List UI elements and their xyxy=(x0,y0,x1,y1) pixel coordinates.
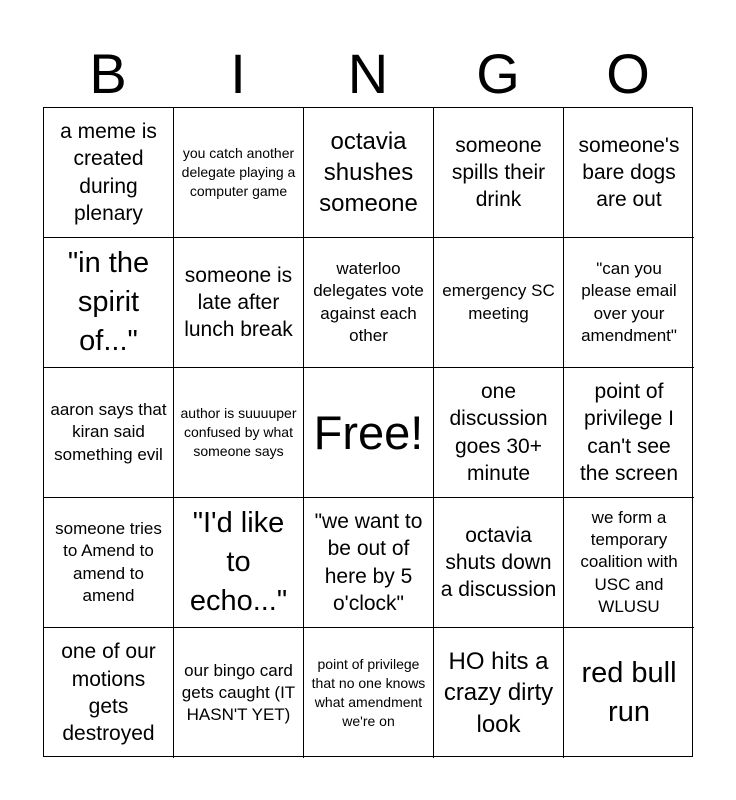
bingo-cell[interactable] xyxy=(304,628,434,758)
cell-text: "can you please email over your amendment" xyxy=(581,259,677,345)
cell-text: one discussion goes 30+ minute xyxy=(449,379,548,485)
bingo-cell[interactable] xyxy=(434,498,564,628)
bingo-grid xyxy=(43,107,693,757)
free-space-text: Free! xyxy=(313,405,424,459)
cell-text: our bingo card gets caught (IT HASN'T YET) xyxy=(181,660,296,725)
cell-text: someone's bare dogs are out xyxy=(578,133,680,212)
bingo-cell[interactable] xyxy=(564,108,694,238)
bingo-cell[interactable] xyxy=(44,498,174,628)
bingo-cell[interactable] xyxy=(44,368,174,498)
cell-text: someone is late after lunch break xyxy=(184,263,293,342)
bingo-cell[interactable] xyxy=(174,368,304,498)
cell-text: octavia shuts down a discussion xyxy=(440,523,557,602)
cell-text: red bull run xyxy=(581,656,677,728)
cell-text: someone spills their drink xyxy=(451,133,546,212)
header-letter-n: N xyxy=(347,42,389,105)
cell-text: a meme is created during plenary xyxy=(60,119,157,225)
bingo-cell[interactable] xyxy=(304,108,434,238)
bingo-cell[interactable] xyxy=(174,498,304,628)
cell-text: "we want to be out of here by 5 o'clock" xyxy=(314,509,423,615)
bingo-cell[interactable] xyxy=(564,628,694,758)
bingo-cell[interactable] xyxy=(564,238,694,368)
header-letter-b: B xyxy=(89,42,127,105)
cell-text: "I'd like to echo..." xyxy=(189,506,288,618)
bingo-cell[interactable] xyxy=(44,238,174,368)
cell-text: author is suuuuper confused by what someone says xyxy=(180,405,297,459)
bingo-cell[interactable] xyxy=(304,238,434,368)
cell-text: emergency SC meeting xyxy=(442,281,555,323)
cell-text: one of our motions gets destroyed xyxy=(61,640,156,746)
bingo-cell[interactable] xyxy=(434,238,564,368)
cell-text: someone tries to Amend to amend to amend xyxy=(55,519,162,605)
bingo-cell[interactable] xyxy=(44,628,174,758)
cell-text: point of privilege that no one knows what amendment we're on xyxy=(311,656,426,729)
bingo-cell[interactable] xyxy=(434,368,564,498)
cell-text: octavia shushes someone xyxy=(319,127,418,218)
bingo-cell[interactable] xyxy=(174,628,304,758)
cell-text: aaron says that kiran said something evil xyxy=(50,400,167,464)
header-letter-g: G xyxy=(476,42,520,105)
bingo-cell[interactable] xyxy=(564,368,694,498)
cell-text: waterloo delegates vote against each other xyxy=(313,259,424,345)
bingo-cell[interactable] xyxy=(44,108,174,238)
bingo-cell[interactable] xyxy=(174,108,304,238)
bingo-header xyxy=(43,40,693,108)
bingo-cell[interactable] xyxy=(304,498,434,628)
cell-text: "in the spirit of..." xyxy=(67,246,150,358)
bingo-cell[interactable] xyxy=(174,238,304,368)
cell-text: point of privilege I can't see the screen xyxy=(579,379,679,485)
bingo-cell[interactable] xyxy=(564,498,694,628)
header-letter-o: O xyxy=(606,42,650,105)
header-letter-i: I xyxy=(230,42,246,105)
free-space-cell[interactable] xyxy=(304,368,434,498)
cell-text: you catch another delegate playing a computer game xyxy=(181,145,296,199)
bingo-cell[interactable] xyxy=(434,628,564,758)
cell-text: HO hits a crazy dirty look xyxy=(443,648,554,738)
cell-text: we form a temporary coalition with USC and WLUSU xyxy=(580,508,678,616)
bingo-cell[interactable] xyxy=(434,108,564,238)
